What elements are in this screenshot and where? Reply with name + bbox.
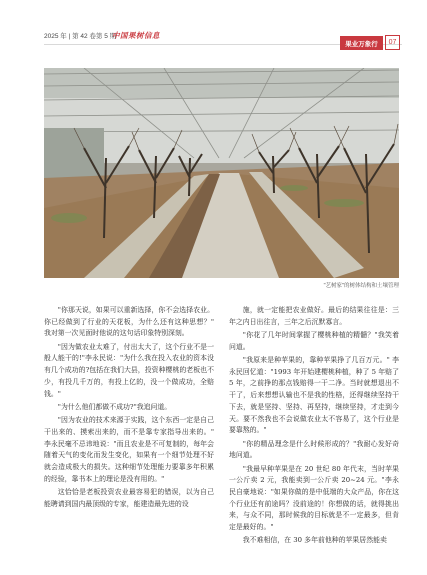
article-right-column [229, 305, 399, 549]
paragraph: "因为农业的技术来源于实践，这个东西一定是自己干出来的、摸索出来的，而不是靠专家指导出来的。" 李永民毫不忌讳地说："而且农业是不可复制的，每年会随着天气的变化而发生变化，如果有一个细节处理不好就会造成极大的损失。这种细节处理能力要靠多年积累的经验，靠书本上的理论是没有用的。" [44, 416, 214, 483]
photo-caption: "艺树家"的树体结构和土壤管理 [323, 283, 399, 289]
paragraph: "你花了几年时间掌握了樱桃种植的精髓？"我笑着问道。 [229, 331, 399, 351]
issue-label: 2025 年 | 第 42 卷第 5 期 [44, 33, 117, 40]
paragraph: "为什么他们都做不成功?"我追问道。 [57, 402, 172, 411]
page-header [0, 0, 427, 50]
paragraph: "你那天说，如果可以重新选择，你不会选择农业。你已经做到了行业的天花板，为什么还有这种思想？" 我对第一次见面时他说的这句话印象特别深刻。 [44, 306, 214, 338]
paragraph: "我最早种苹果是在 20 世纪 80 年代末，当时苹果一公斤卖 2 元，我能卖到一公斤卖 20~24 元。"李永民自豪地说："如果你做的是中低端的大众产品，你在这个行业还有前途吗？没前途的！你想做的话，就得挑出来，与众不同，那时候我的目标就是不一定最多，但肯定是最好的。" [229, 464, 399, 532]
article-left-column [44, 305, 214, 512]
orchard-greenhouse-photo [44, 68, 399, 278]
paragraph: 施，就一定能把农业做好。最后的结果往往是：三年之内日出往言，三年之后沉默寡言。 [229, 306, 399, 326]
magazine-name: 中国果树信息 [112, 31, 160, 40]
paragraph: "你的精品理念是什么时候形成的？"我耐心发好奇地问道。 [229, 439, 399, 460]
section-tag: 果业万象行 [340, 36, 383, 50]
page-number: 07 [385, 35, 400, 50]
paragraph: "我原来是种苹果的，靠种苹果挣了几百万元。" 李永民回忆道："1993 年开始建樱桃种植，种了 5 年赔了 5 年，之前挣的那点钱赔得一干二净。当时就想退出不干了，后来想想认输也不是我的性格，还得继续坚持干下去，就是坚持、坚持、再坚持，继续坚持，才走到今天。要不然我也不会说做农业太不容易了，这个行业是要靠熬的。" [229, 356, 399, 435]
paragraph: 我不难相信，在 30 多年前他种的苹果居然能卖 [242, 536, 387, 545]
paragraph: 这恰恰是老板投资农业最容易犯的错误，以为自己能聘请到国内最顶级的专家，能建造最先进的设 [44, 487, 214, 508]
paragraph: "因为做农业太难了，付出太大了，这个行业不是一般人能干的!"李永民说："为什么我在投入农业的资本没有几个成功的?包括在我们大县，投资种樱桃的老板也不少，有投几千万的，有投上亿的，没一个做成功，全赔钱。" [44, 342, 214, 398]
